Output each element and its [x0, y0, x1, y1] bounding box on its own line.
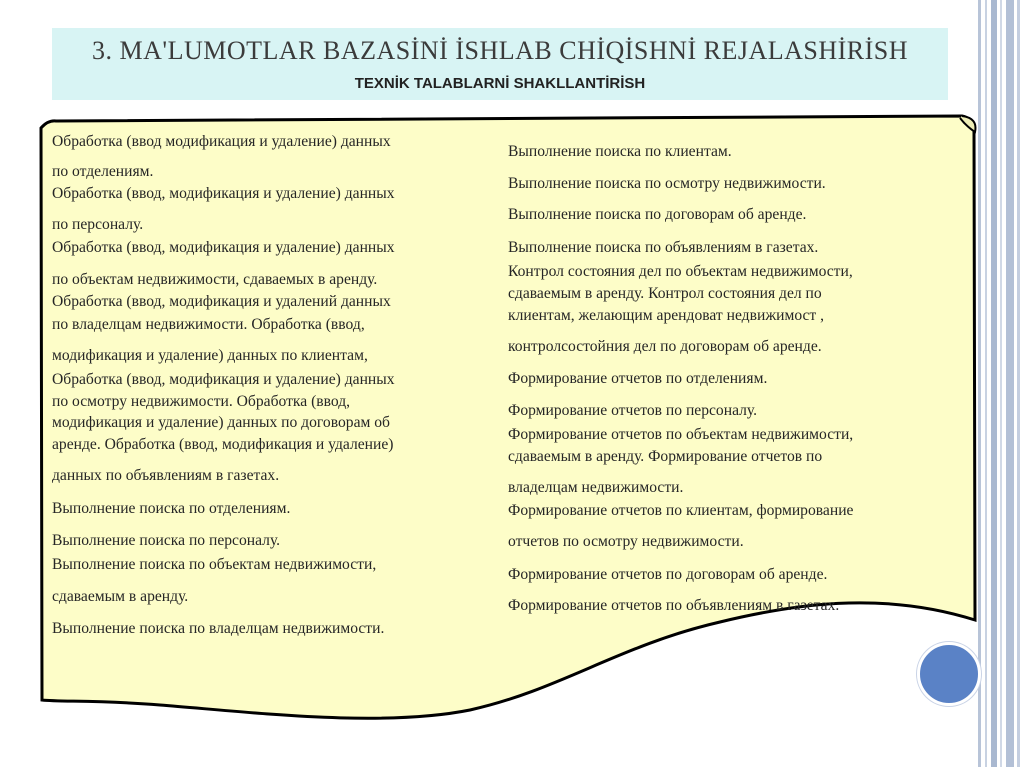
right-line: Формирование отчетов по отделениям.: [508, 370, 768, 387]
left-line: модификация и удаление) данных по клиентам,: [52, 347, 368, 364]
left-line: по осмотру недвижимости. Обработка (ввод,: [52, 393, 351, 410]
left-line: модификация и удаление) данных по договорам об: [52, 414, 390, 431]
right-line: Формирование отчетов по клиентам, формирование: [508, 502, 854, 519]
right-line: Контрол состояния дел по объектам недвижимости,: [508, 263, 853, 280]
right-line: Формирование отчетов по объектам недвижимости,: [508, 426, 854, 443]
right-line: Формирование отчетов по договорам об аренде.: [508, 566, 828, 583]
left-line: Выполнение поиска по персоналу.: [52, 532, 281, 549]
left-line: Выполнение поиска по объектам недвижимости,: [52, 556, 377, 573]
slide-title: 3. MA'LUMOTLAR BAZASİNİ İSHLAB CHİQİSHNİ REJALASHİRİSH: [91, 36, 909, 65]
left-line: Обработка (ввод, модификация и удаление) данных: [52, 239, 395, 256]
right-line: отчетов по осмотру недвижимости.: [508, 533, 744, 550]
right-line: Выполнение поиска по договорам об аренде.: [508, 206, 807, 223]
right-line: Формирование отчетов по персоналу.: [508, 402, 758, 419]
right-line: Выполнение поиска по осмотру недвижимости.: [508, 175, 826, 192]
left-line: сдаваемым в аренду.: [52, 588, 189, 605]
left-line: Выполнение поиска по отделениям.: [52, 500, 291, 517]
right-line: владелцам недвижимости.: [508, 479, 684, 496]
right-line: контролсостойния дел по договорам об аренде.: [508, 338, 822, 355]
decorative-circle: [917, 642, 981, 706]
slide-subtitle: TEXNİK TALABLARNİ SHAKLLANTİRİSH: [354, 75, 646, 92]
left-line: Выполнение поиска по владелцам недвижимости.: [52, 620, 385, 637]
right-line: Выполнение поиска по объявлениям в газетах.: [508, 239, 819, 256]
right-line: Выполнение поиска по клиентам.: [508, 143, 732, 160]
left-line: по отделениям.: [52, 163, 154, 180]
right-line: клиентам, желающим арендоват недвижимост ,: [508, 307, 825, 324]
right-line: сдаваемым в аренду. Контрол состояния дел по: [508, 285, 822, 302]
left-line: по владелцам недвижимости. Обработка (ввод,: [52, 316, 365, 333]
left-line: аренде. Обработка (ввод, модификация и удаление): [52, 436, 394, 453]
left-line: по объектам недвижимости, сдаваемых в аренду.: [52, 271, 378, 288]
left-line: Обработка (ввод, модификация и удалений данных: [52, 293, 391, 310]
right-line: Формирование отчетов по объявлениям в газетах.: [508, 597, 840, 614]
left-line: по персоналу.: [52, 216, 144, 233]
left-line: данных по объявлениям в газетах.: [52, 467, 280, 484]
left-line: Обработка (ввод модификация и удаление) данных: [52, 133, 391, 150]
left-line: Обработка (ввод, модификация и удаление) данных: [52, 371, 395, 388]
right-line: сдаваемым в аренду. Формирование отчетов по: [508, 448, 823, 465]
left-line: Обработка (ввод, модификация и удаление) данных: [52, 185, 395, 202]
